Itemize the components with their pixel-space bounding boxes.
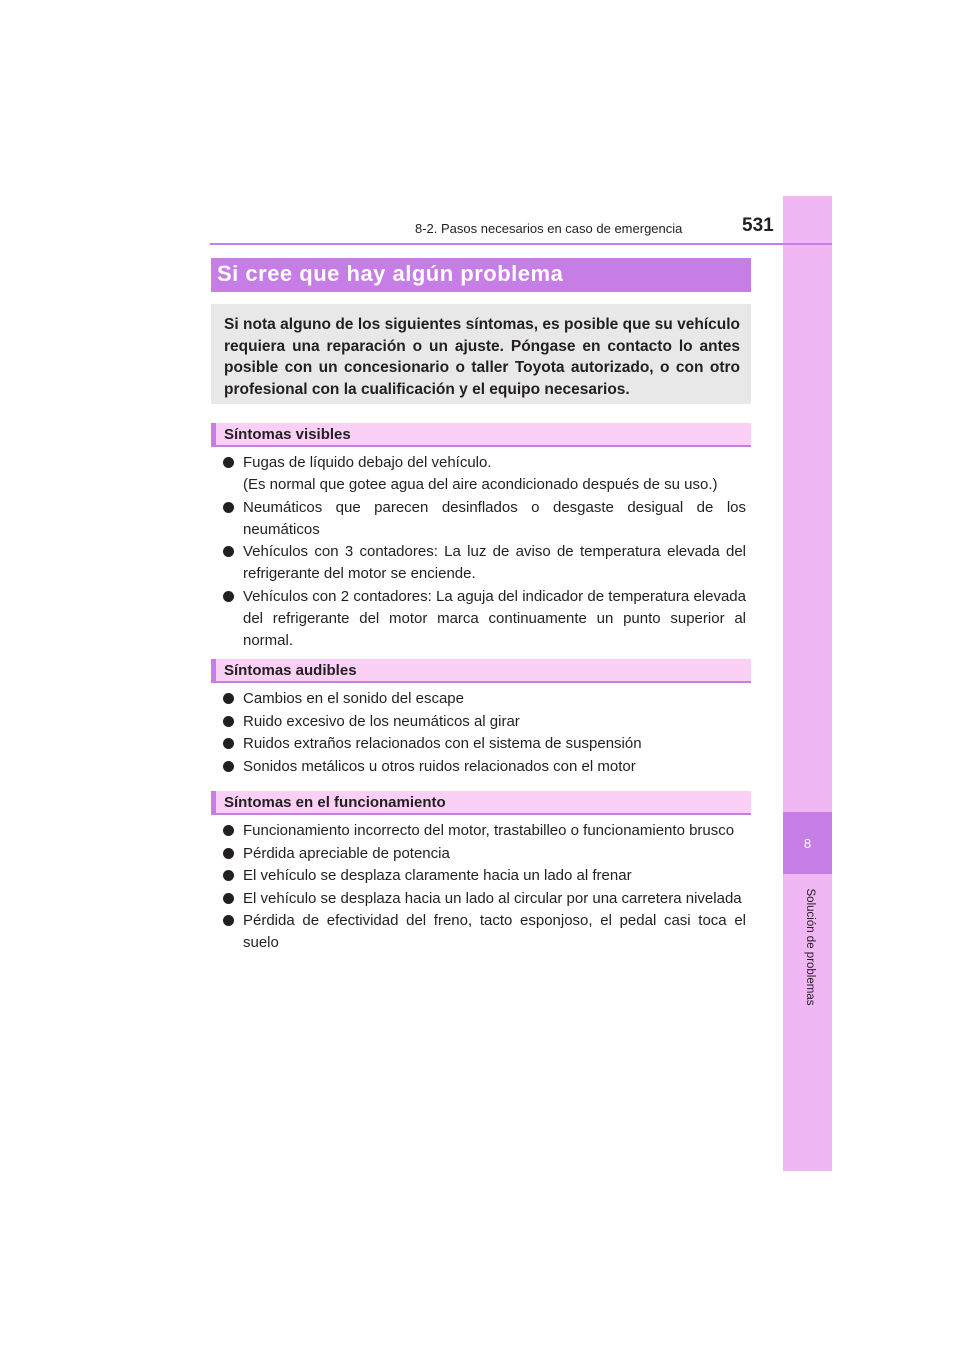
page-title: Si cree que hay algún problema <box>217 261 564 286</box>
bullet-icon <box>223 693 234 704</box>
list-item <box>223 756 746 778</box>
audible-symptoms-list <box>223 688 746 778</box>
header-rule <box>210 243 832 245</box>
list-item <box>223 688 746 710</box>
visible-symptoms-list <box>223 452 746 652</box>
page-number: 531 <box>742 215 774 236</box>
bullet-icon <box>223 591 234 602</box>
list-item-text: Sonidos metálicos u otros ruidos relacionados con el motor <box>243 757 636 775</box>
list-item-text: El vehículo se desplaza hacia un lado al circular por una carretera nivelada <box>243 889 742 907</box>
bullet-icon <box>223 457 234 468</box>
running-header: 8-2. Pasos necesarios en caso de emergencia <box>415 221 683 236</box>
list-item <box>223 452 746 496</box>
page-title-bar <box>211 258 751 292</box>
list-item <box>223 843 746 865</box>
section-heading-audible <box>211 659 751 683</box>
section-heading-label: Síntomas en el funcionamiento <box>224 794 446 811</box>
list-item <box>223 497 746 541</box>
list-item <box>223 820 746 842</box>
list-item <box>223 733 746 755</box>
list-item-text: El vehículo se desplaza claramente hacia un lado al frenar <box>243 867 632 884</box>
operation-symptoms-list <box>223 820 746 955</box>
list-item-text: Funcionamiento incorrecto del motor, trastabilleo o funcionamiento brusco <box>243 822 735 839</box>
list-item-text: Ruidos extraños relacionados con el sistema de suspensión <box>243 735 642 752</box>
list-item-text: Pérdida de efectividad del freno, tacto esponjoso, el pedal casi toca el suelo <box>243 912 746 951</box>
side-chapter-tab <box>783 196 832 1171</box>
section-heading-operation <box>211 791 751 815</box>
bullet-icon <box>223 825 234 836</box>
list-item-text: Fugas de líquido debajo del vehículo. <box>243 454 492 471</box>
chapter-label: Solución de problemas <box>804 888 816 1006</box>
list-item-text: Vehículos con 3 contadores: La luz de aviso de temperatura elevada del refrigerante del motor se enciende. <box>243 543 746 582</box>
list-item <box>223 865 746 887</box>
bullet-icon <box>223 738 234 749</box>
list-item-note: (Es normal que gotee agua del aire acondicionado después de su uso.) <box>243 476 718 493</box>
list-item-text: Ruido excesivo de los neumáticos al girar <box>243 712 520 730</box>
bullet-icon <box>223 502 234 513</box>
list-item <box>223 586 746 652</box>
list-item-text: Vehículos con 2 contadores: La aguja del indicador de temperatura elevada del refrigerante del motor marca continuamente un punto superior al normal. <box>243 587 746 649</box>
list-item-text: Cambios en el sonido del escape <box>243 690 464 707</box>
list-item-text: Pérdida apreciable de potencia <box>243 844 450 862</box>
section-heading-label: Síntomas visibles <box>224 426 351 443</box>
list-item-text: Neumáticos que parecen desinflados o desgaste desigual de los neumáticos <box>243 498 746 538</box>
list-item <box>223 541 746 585</box>
bullet-icon <box>223 761 234 772</box>
bullet-icon <box>223 546 234 557</box>
bullet-icon <box>223 848 234 859</box>
bullet-icon <box>223 893 234 904</box>
list-item <box>223 711 746 733</box>
list-item <box>223 910 746 954</box>
list-item <box>223 888 746 910</box>
intro-box: Si nota alguno de los siguientes síntomas, es posible que su vehículo requiera una reparación o un ajuste. Póngase en contacto lo antes posible con un concesionario o taller Toyota autorizado, o con otro profesional con la cualificación y el equipo necesarios. <box>211 304 751 404</box>
section-heading-visible <box>211 423 751 447</box>
bullet-icon <box>223 870 234 881</box>
bullet-icon <box>223 915 234 926</box>
chapter-number: 8 <box>783 812 832 874</box>
section-heading-label: Síntomas audibles <box>224 662 357 679</box>
bullet-icon <box>223 716 234 727</box>
